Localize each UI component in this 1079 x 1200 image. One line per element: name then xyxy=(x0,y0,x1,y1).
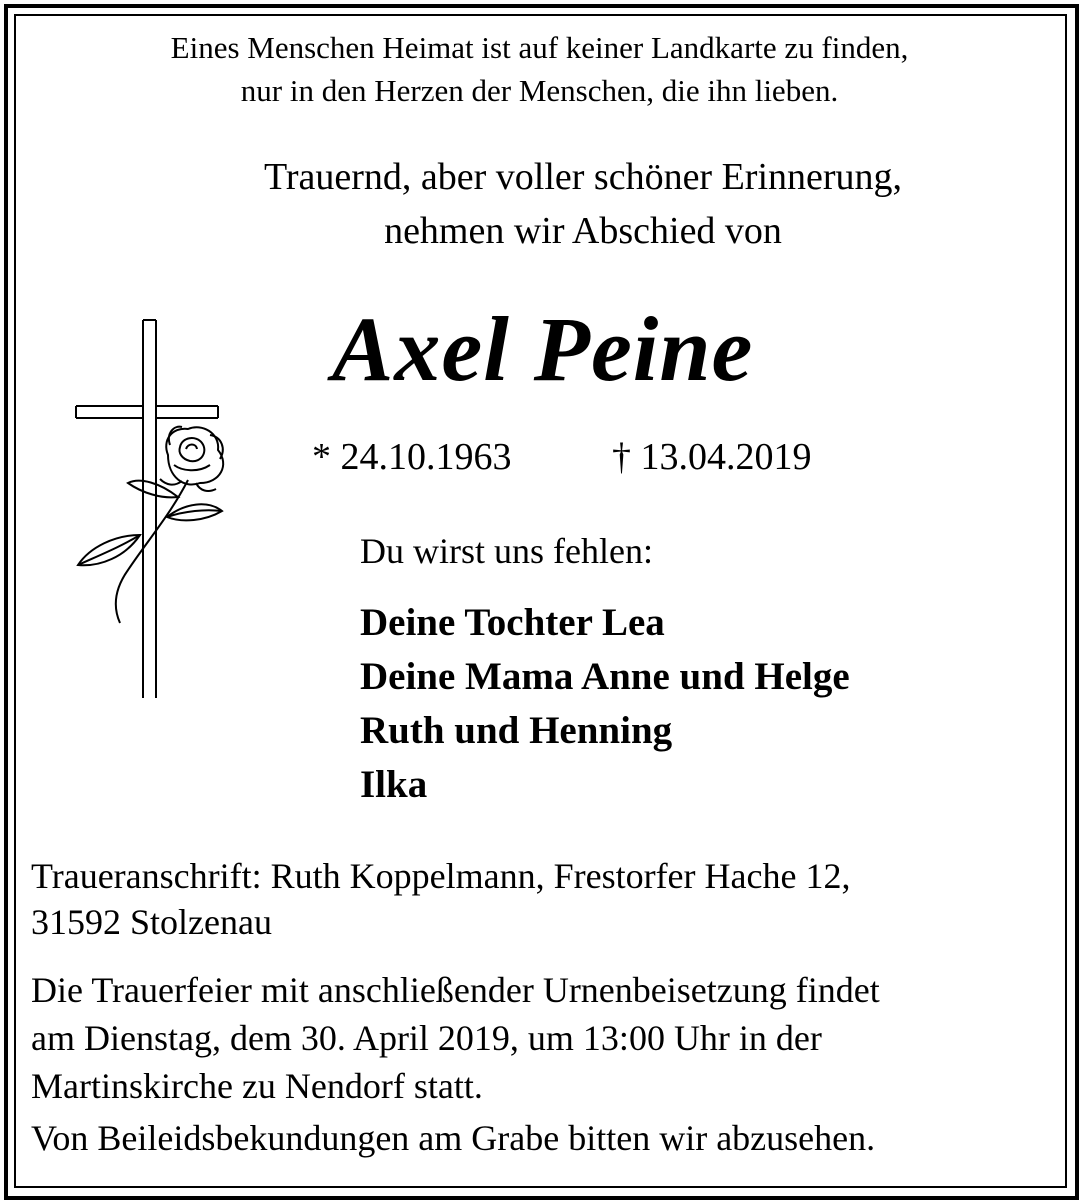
service-line-1: Die Trauerfeier mit anschließender Urnenbeisetzung findet xyxy=(31,970,880,1010)
mourner-name: Deine Tochter Lea xyxy=(360,601,665,644)
mourner-name: Ilka xyxy=(360,763,428,806)
death-date: † 13.04.2019 xyxy=(612,436,812,478)
address-line-2: 31592 Stolzenau xyxy=(31,902,272,942)
intro-line-1: Trauernd, aber voller schöner Erinnerung, xyxy=(263,156,903,198)
service-line-3: Martinskirche zu Nendorf statt. xyxy=(31,1066,483,1106)
intro-line-2: nehmen wir Abschied von xyxy=(384,210,782,252)
mourner-name: Ruth und Henning xyxy=(360,709,673,752)
farewell-line: Du wirst uns fehlen: xyxy=(360,531,653,571)
service-line-4: Von Beileidsbekundungen am Grabe bitten wir abzusehen. xyxy=(31,1118,876,1158)
mourner-name: Deine Mama Anne und Helge xyxy=(360,655,850,698)
quote-line-1: Eines Menschen Heimat ist auf keiner Landkarte zu finden, xyxy=(170,30,909,65)
address-line-1: Traueranschrift: Ruth Koppelmann, Frestorfer Hache 12, xyxy=(31,856,851,896)
deceased-name: Axel Peine xyxy=(332,298,754,400)
cross-with-rose-icon xyxy=(70,315,240,700)
quote-line-2: nur in den Herzen der Menschen, die ihn lieben. xyxy=(240,73,839,108)
service-line-2: am Dienstag, dem 30. April 2019, um 13:00 Uhr in der xyxy=(31,1018,822,1058)
birth-date: * 24.10.1963 xyxy=(312,436,512,478)
